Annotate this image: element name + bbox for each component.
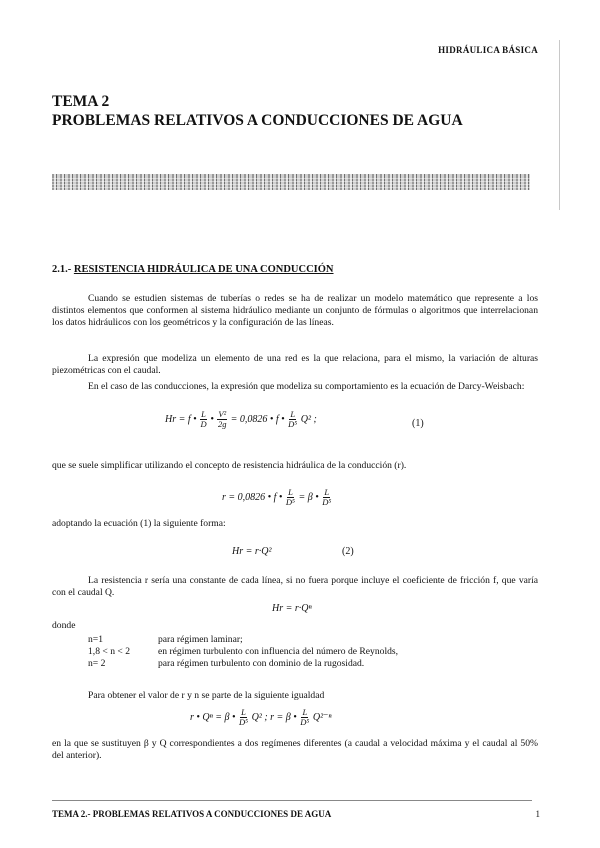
equation-3-number: (2) [342, 546, 354, 557]
paragraph-9: en la que se sustituyen β y Q correspondientes a dos regímenes diferentes (a caudal a velocidad máxima y el caudal al 50% del anterior). [52, 738, 538, 762]
paragraph-2: La expresión que modeliza un elemento de una red es la que relaciona, para el mismo, la variación de alturas piezométricas con el caudal. [52, 353, 538, 377]
footer-rule [52, 800, 532, 801]
conditions-list [88, 634, 398, 671]
equation-1: Hr = f • $\frac{L}{D}$ • $\frac{\text{V²}}{2g}$ = 0,0826 • f • $\frac{L}{\text{D⁵}}$ Q² ; [165, 409, 317, 429]
section-title: RESISTENCIA HIDRÁULICA DE UNA CONDUCCIÓN [73, 264, 334, 275]
footer-text: TEMA 2.- PROBLEMAS RELATIVOS A CONDUCCIONES DE AGUA [52, 809, 332, 819]
condition-item: n= 2 para régimen turbulento con dominio de la rugosidad. [88, 658, 365, 670]
page-number: 1 [535, 809, 540, 819]
condition-item: 1,8 < n < 2 en régimen turbulento con influencia del número de Reynolds, [88, 646, 399, 658]
paragraph-7: donde [52, 620, 76, 631]
paragraph-1: Cuando se estudien sistemas de tuberías o redes se ha de realizar un modelo matemático que represente a los distintos elementos que conformen al sistema hidráulico mediante un conjunto de fórmulas o algoritmos que interrelacionan los datos hidráulicos con los geométricos y la configuración de las líneas. [52, 293, 538, 329]
paragraph-5: adoptando la ecuación (1) la siguiente forma: [52, 518, 226, 529]
paragraph-8: Para obtener el valor de r y n se parte de la siguiente igualdad [88, 690, 325, 701]
paragraph-4: que se suele simplificar utilizando el concepto de resistencia hidráulica de la conducción (r). [52, 460, 407, 471]
equation-4: Hr = r·Qⁿ [272, 603, 312, 614]
section-number: 2.1.- [52, 264, 72, 275]
chapter-number: TEMA 2 [52, 93, 110, 110]
chapter-title: PROBLEMAS RELATIVOS A CONDUCCIONES DE AGUA [52, 112, 463, 129]
section-heading [52, 264, 334, 275]
decorative-band-overlay [52, 176, 530, 188]
fraction-l-d5-c: $\frac{L}{\text{D⁵}}$ [239, 707, 249, 727]
fraction-l-d5: $\frac{L}{\text{D⁵}}$ [288, 409, 298, 429]
fraction-v2-2g: $\frac{\text{V²}}{2g}$ [218, 409, 227, 429]
fraction-l-d5-b: $\frac{L}{\text{D⁵}}$ [322, 487, 332, 507]
fraction-l-d: $\frac{L}{D}$ [200, 409, 207, 429]
equation-2: r = 0,0826 • f • $\frac{L}{\text{D⁵}}$ = β • $\frac{L}{\text{D⁵}}$ [222, 487, 332, 507]
equation-5: r • Qⁿ = β • $\frac{L}{\text{D⁵}}$ Q² ; r = β • $\frac{L}{\text{D⁵}}$ Q²⁻ⁿ [190, 707, 332, 727]
condition-item: n=1 para régimen laminar; [88, 634, 243, 645]
chapter-heading [52, 92, 463, 130]
equation-3: Hr = r·Q² [232, 546, 272, 557]
fraction-l-d5-a: $\frac{L}{\text{D⁵}}$ [285, 487, 296, 507]
fraction-l-d5-d: $\frac{L}{\text{D⁵}}$ [300, 707, 310, 727]
paragraph-3: En el caso de las conducciones, la expresión que modeliza su comportamiento es la ecuación de Darcy-Weisbach: [88, 381, 525, 392]
margin-line [559, 40, 560, 210]
running-header: HIDRÁULICA BÁSICA [438, 45, 538, 55]
equation-1-number: (1) [412, 418, 424, 429]
paragraph-6: La resistencia r sería una constante de cada línea, si no fuera porque incluye el coeficiente de fricción f, que varía con el caudal Q. [52, 575, 538, 599]
